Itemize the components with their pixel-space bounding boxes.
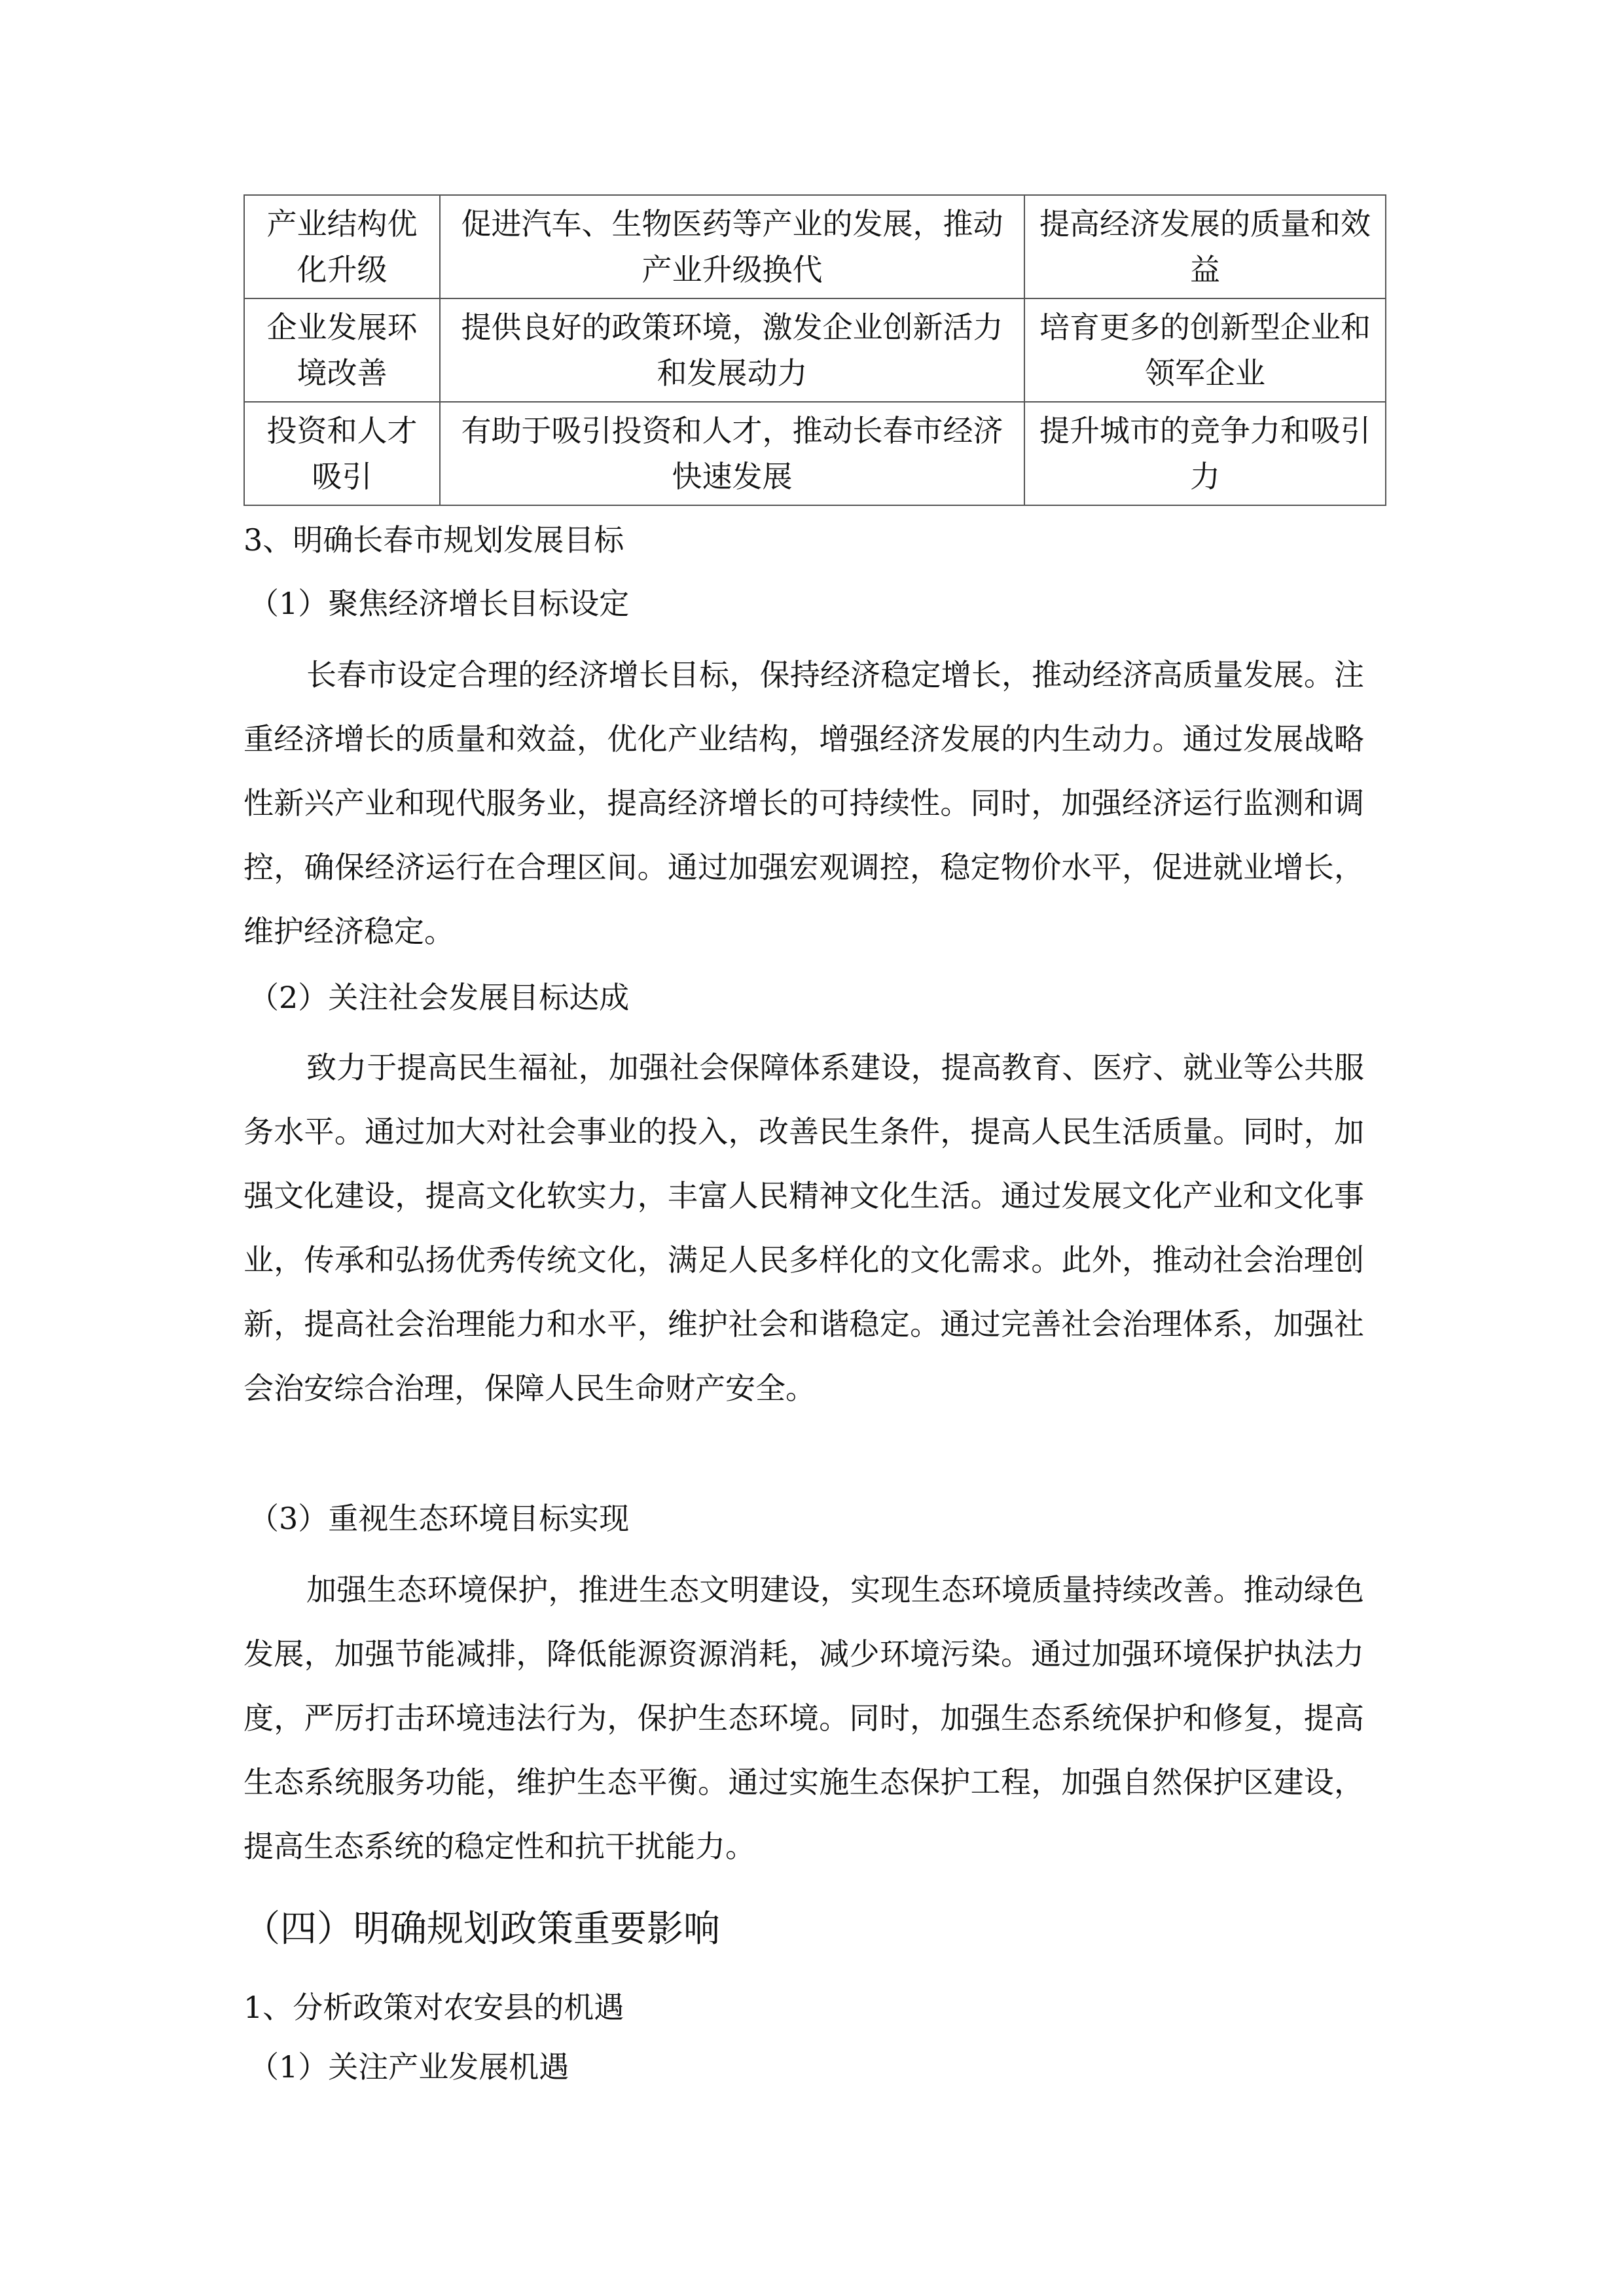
table-cell-measure: 提供良好的政策环境，激发企业创新活力和发展动力: [440, 298, 1024, 402]
paragraph-economy: 长春市设定合理的经济增长目标，保持经济稳定增长，推动经济高质量发展。注重经济增长的质量和效益，优化产业结构，增强经济发展的内生动力。通过发展战略性新兴产业和现代服务业，提高经济增长的可持续性。同时，加强经济运行监测和调控，确保经济运行在合理区间。通过加强宏观调控，稳定物价水平，促进就业增长，维护经济稳定。: [244, 657, 1364, 949]
subsection-heading-opportunities: 1、分析政策对农安县的机遇: [244, 1990, 624, 2025]
table-cell-aspect: 产业结构优化升级: [244, 195, 440, 298]
policy-impact-table: [244, 194, 1386, 506]
table-row: [244, 298, 1386, 402]
table-cell-effect: 提升城市的竞争力和吸引力: [1024, 402, 1386, 505]
table-cell-aspect: 企业发展环境改善: [244, 298, 440, 402]
section-heading-3: 3、明确长春市规划发展目标: [244, 522, 624, 558]
paragraph-ecology: 加强生态环境保护，推进生态文明建设，实现生态环境质量持续改善。推动绿色发展，加强节能减排，降低能源资源消耗，减少环境污染。通过加强环境保护执法力度，严厉打击环境违法行为，保护生态环境。同时，加强生态系统保护和修复，提高生态系统服务功能，维护生态平衡。通过实施生态保护工程，加强自然保护区建设，提高生态系统的稳定性和抗干扰能力。: [244, 1572, 1364, 1864]
table-cell-measure: 有助于吸引投资和人才，推动长春市经济快速发展: [440, 402, 1024, 505]
section-heading-4: （四）明确规划政策重要影响: [244, 1908, 720, 1950]
table-cell-measure: 促进汽车、生物医药等产业的发展，推动产业升级换代: [440, 195, 1024, 298]
table-cell-aspect: 投资和人才吸引: [244, 402, 440, 505]
item-heading-industry: （1）关注产业发展机遇: [249, 2049, 569, 2085]
table-row: [244, 195, 1386, 298]
table-row: [244, 402, 1386, 505]
subsection-heading-society: （2）关注社会发展目标达成: [249, 980, 630, 1015]
table-cell-effect: 提高经济发展的质量和效益: [1024, 195, 1386, 298]
table-cell-effect: 培育更多的创新型企业和领军企业: [1024, 298, 1386, 402]
paragraph-society: 致力于提高民生福祉，加强社会保障体系建设，提高教育、医疗、就业等公共服务水平。通过加大对社会事业的投入，改善民生条件，提高人民生活质量。同时，加强文化建设，提高文化软实力，丰富人民精神文化生活。通过发展文化产业和文化事业，传承和弘扬优秀传统文化，满足人民多样化的文化需求。此外，推动社会治理创新，提高社会治理能力和水平，维护社会和谐稳定。通过完善社会治理体系，加强社会治安综合治理，保障人民生命财产安全。: [244, 1050, 1364, 1406]
subsection-heading-ecology: （3）重视生态环境目标实现: [249, 1501, 630, 1536]
subsection-heading-economy: （1）聚焦经济增长目标设定: [249, 586, 630, 621]
